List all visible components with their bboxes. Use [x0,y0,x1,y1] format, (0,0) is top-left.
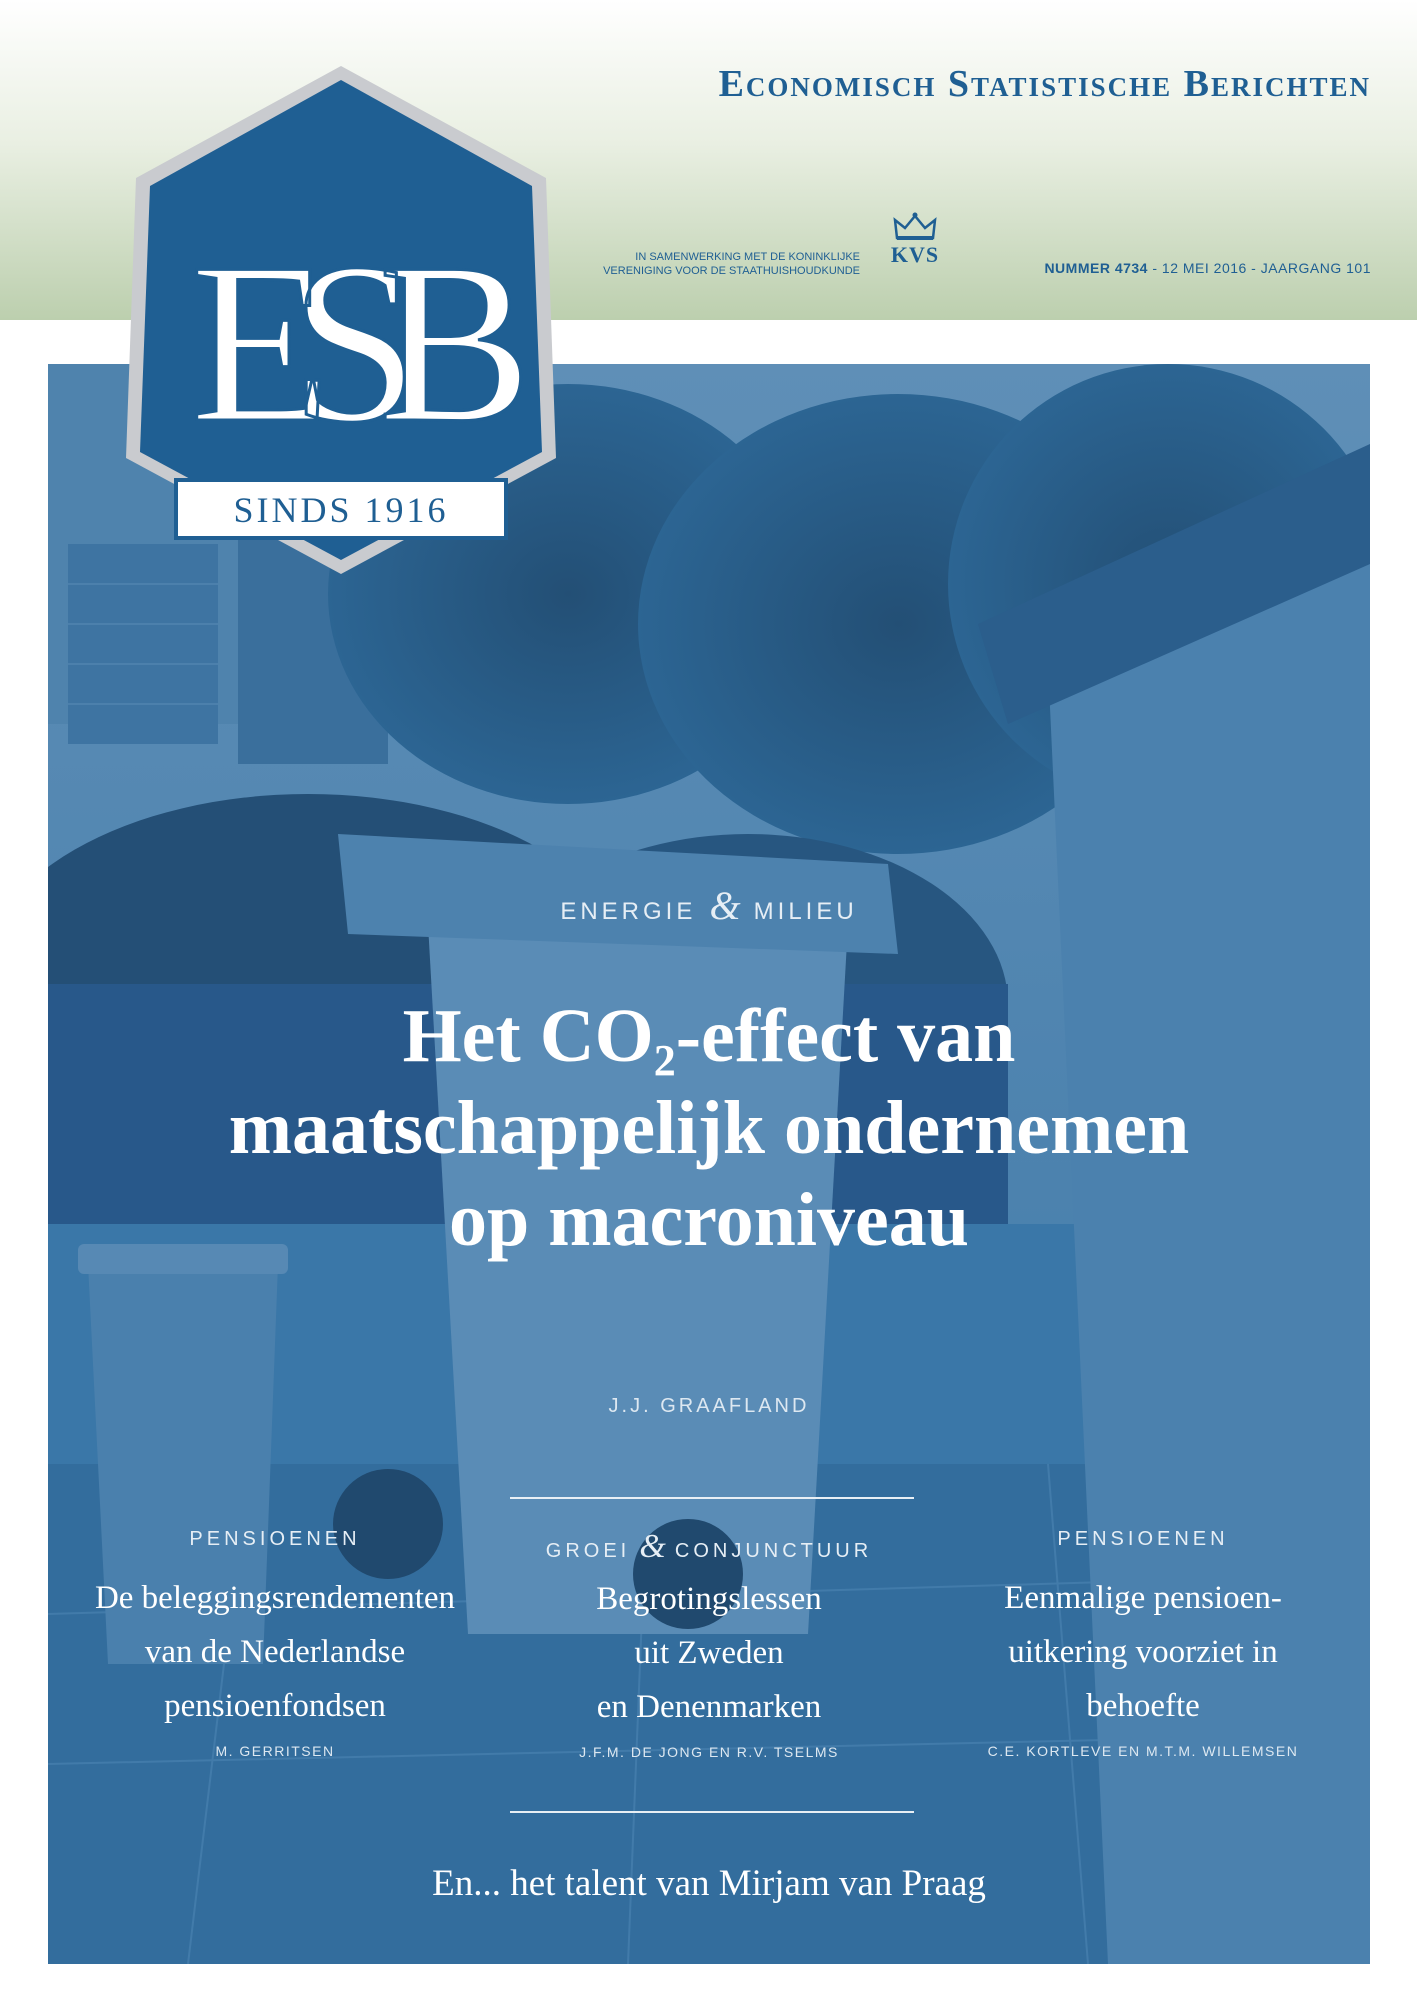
masthead-title: Economisch Statistische Berichten [718,63,1371,105]
crown-icon [893,212,937,242]
cooperation-line-2: VERENIGING VOOR DE STAATHUISHOUDKUNDE [603,265,860,277]
cover-author: J.J. GRAAFLAND [608,1395,810,1417]
footer-teaser: En... het talent van Mirjam van Praag [432,1863,986,1904]
headline-line-3: op macroniveau [448,1178,970,1262]
article-1-title-line: pensioenfondsen [164,1688,386,1724]
article-2-title [494,1572,924,1734]
headline-part2: -effect van [675,994,1016,1078]
article-2-section-amp: & [639,1528,666,1565]
article-3-section: PENSIOENEN [1057,1528,1229,1550]
article-1-title-line: van de Nederlandse [144,1634,406,1670]
article-3-title-line: Eenmalige pensioen- [1004,1580,1282,1616]
article-2-author: J.F.M. DE JONG EN R.V. TSELMS [579,1744,839,1760]
article-2-section-right: CONJUNCTUUR [674,1540,873,1562]
article-column-3 [928,1528,1358,1759]
headline-line-2: maatschappelijk ondernemen [228,1086,1190,1170]
cover-headline [48,990,1370,1266]
issue-info [1044,260,1371,276]
article-1-author: M. GERRITSEN [215,1743,335,1759]
section-label-right: MILIEU [753,898,858,925]
divider-bottom [510,1811,914,1813]
article-2-section-left: GROEI [545,1540,631,1562]
issue-number: NUMMER 4734 [1044,260,1148,276]
article-3-author: C.E. KORTLEVE EN M.T.M. WILLEMSEN [987,1743,1299,1759]
cover-story-section [48,882,1370,929]
headline-part1: Het CO [402,994,654,1078]
issue-date-volume: - 12 MEI 2016 - JAARGANG 101 [1147,260,1371,276]
article-1-section: PENSIOENEN [189,1528,361,1550]
article-3-title [928,1571,1358,1733]
article-3-title-line: behoefte [1086,1688,1200,1724]
article-column-1 [60,1528,490,1759]
article-2-title-line: Begrotingslessen [596,1581,822,1617]
article-column-2 [494,1528,924,1760]
headline-subscript: 2 [653,1036,676,1085]
section-amp: & [709,883,741,928]
article-2-section [494,1528,924,1566]
kvs-label: KVS [890,242,940,267]
article-2-title-line: uit Zweden [634,1635,784,1671]
section-label-left: ENERGIE [560,898,697,925]
article-3-title-line: uitkering voorziet in [1008,1634,1278,1670]
kvs-badge [880,212,950,268]
article-1-title-line: De beleggingsrendementen [94,1580,456,1616]
cooperation-note [560,250,860,278]
logo-since: SINDS 1916 [233,490,449,530]
divider-top [510,1497,914,1499]
cooperation-line-1: IN SAMENWERKING MET DE KONINKLIJKE [635,251,860,263]
esb-monogram: ESB [190,215,492,470]
headline-line-1 [48,990,1370,1085]
esb-logo [116,60,566,580]
article-1-title [60,1571,490,1733]
article-2-title-line: en Denenmarken [596,1689,822,1725]
